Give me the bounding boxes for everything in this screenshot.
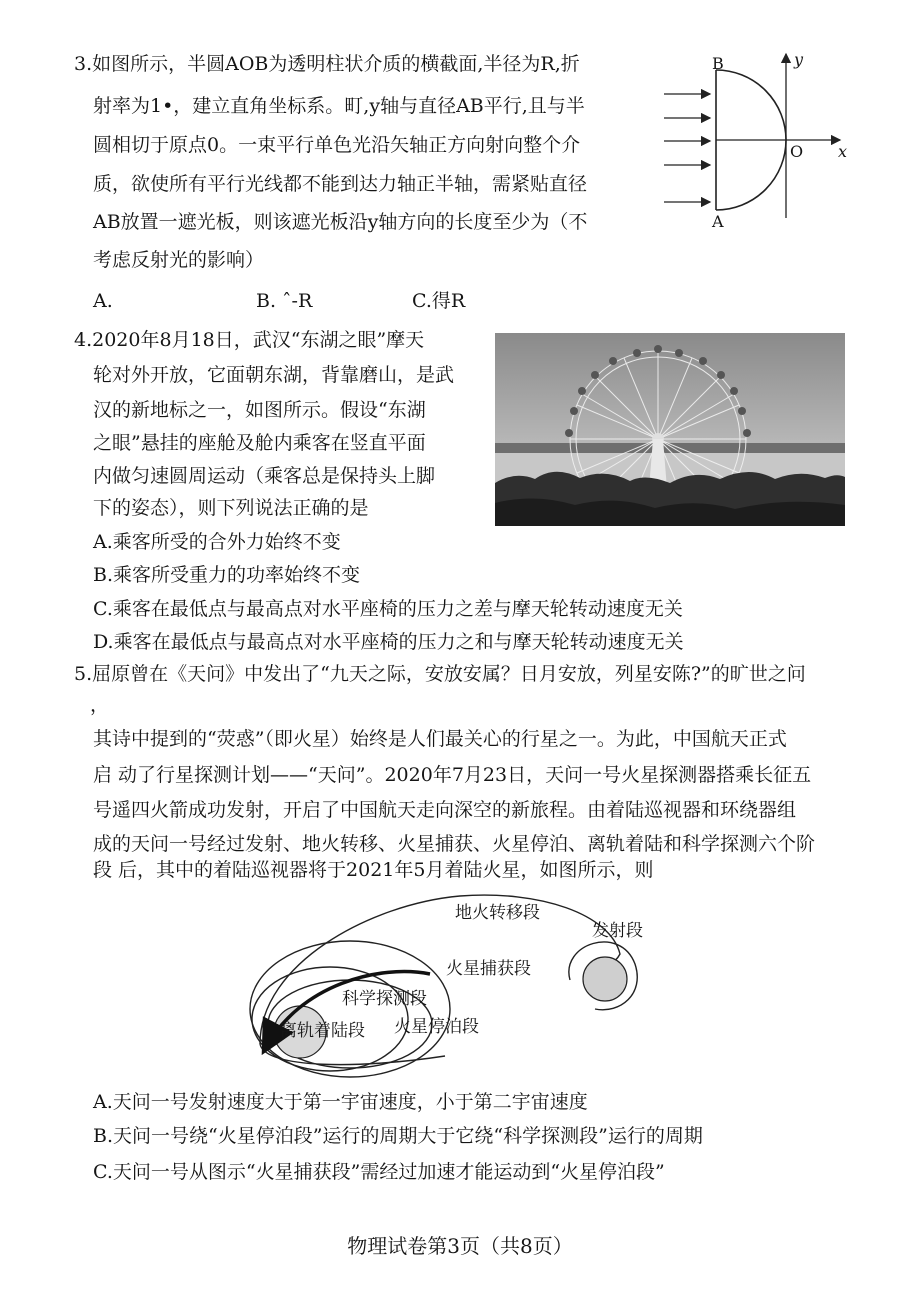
q5-option-a: A.天问一号发射速度大于第一宇宙速度，小于第二宇宙速度: [93, 1091, 588, 1113]
q4-option-c: C.乘客在最低点与最高点对水平座椅的压力之差与摩天轮转动速度无关: [93, 598, 683, 620]
q3-line-1: 3.如图所示，半圆AOB为透明柱状介质的横截面,半径为R,折: [74, 53, 580, 75]
label-landing: 离轨着陆段: [280, 1021, 365, 1041]
q4-line-2: 轮对外开放，它面朝东湖，背靠磨山，是武: [93, 364, 455, 386]
q5-line-3: 其诗中提到的“荧惑”（即火星）始终是人们最关心的行星之一。为此，中国航天正式: [93, 728, 787, 750]
q5-line-2: ，: [90, 694, 110, 716]
label-b: B: [712, 54, 724, 73]
q5-option-c: C.天问一号从图示“火星捕获段”需经过加速才能运动到“火星停泊段”: [93, 1161, 665, 1183]
q4-option-b: B.乘客所受重力的功率始终不变: [93, 564, 361, 586]
q4-line-4: 之眼”悬挂的座舱及舱内乘客在竖直平面: [93, 432, 426, 454]
label-parking: 火星停泊段: [394, 1017, 479, 1037]
q5-line-6: 成的天问一号经过发射、地火转移、火星捕获、火星停泊、离轨着陆和科学探测六个阶: [93, 833, 816, 855]
q4-option-a: A.乘客所受的合外力始终不变: [93, 531, 341, 553]
q5-option-b: B.天问一号绕“火星停泊段”运行的周期大于它绕“科学探测段”运行的周期: [93, 1125, 703, 1147]
q5-line-7: 段 后，其中的着陆巡视器将于2021年5月着陆火星，如图所示，则: [93, 859, 654, 881]
q4-line-6: 下的姿态），则下列说法正确的是: [93, 497, 369, 519]
q3-line-2: 射率为1•，建立直角坐标系。町,y轴与直径AB平行,且与半: [93, 95, 585, 117]
q3-option-c: C.得R: [412, 290, 466, 312]
label-launch: 发射段: [592, 921, 643, 941]
label-o: O: [790, 142, 804, 161]
ferris-wheel-photo: [495, 333, 845, 526]
q5-line-1: 5.屈原曾在《天问》中发出了“九天之际，安放安属？日月安放，列星安陈?”的旷世之问: [74, 663, 806, 685]
q3-line-4: 质，欲使所有平行光线都不能到达力轴正半轴，需紧贴直径: [93, 173, 588, 195]
q3-option-a: A.: [93, 290, 113, 312]
q3-line-6: 考虑反射光的影响）: [93, 249, 265, 271]
q3-option-b: B. ˆ-R: [256, 290, 313, 312]
label-transfer: 地火转移段: [455, 903, 540, 923]
q5-line-4: 启 动了行星探测计划——“天问”。2020年7月23日，天问一号火星探测器搭乘长征五: [93, 764, 812, 786]
label-capture: 火星捕获段: [446, 959, 531, 979]
q3-semicircle-figure: [650, 48, 860, 238]
q4-line-5: 内做匀速圆周运动（乘客总是保持头上脚: [93, 465, 436, 487]
q4-line-1: 4.2020年8月18日，武汉“东湖之眼”摩天: [74, 329, 425, 351]
q3-line-3: 圆相切于原点0。一束平行单色光沿矢轴正方向射向整个介: [93, 134, 581, 156]
q4-option-d: D.乘客在最低点与最高点对水平座椅的压力之和与摩天轮转动速度无关: [93, 631, 684, 653]
mars-orbit-figure: [240, 884, 660, 1084]
label-x: x: [838, 142, 848, 161]
label-y: y: [794, 50, 804, 69]
q3-line-5: AB放置一遮光板，则该遮光板沿y轴方向的长度至少为（不: [93, 211, 588, 233]
page-footer: 物理试卷第3页（共8页）: [347, 1234, 573, 1258]
label-a: A: [712, 212, 724, 231]
q4-line-3: 汉的新地标之一，如图所示。假设“东湖: [93, 399, 426, 421]
q5-line-5: 号遥四火箭成功发射，开启了中国航天走向深空的新旅程。由着陆巡视器和环绕器组: [93, 799, 797, 821]
label-science: 科学探测段: [342, 989, 427, 1009]
